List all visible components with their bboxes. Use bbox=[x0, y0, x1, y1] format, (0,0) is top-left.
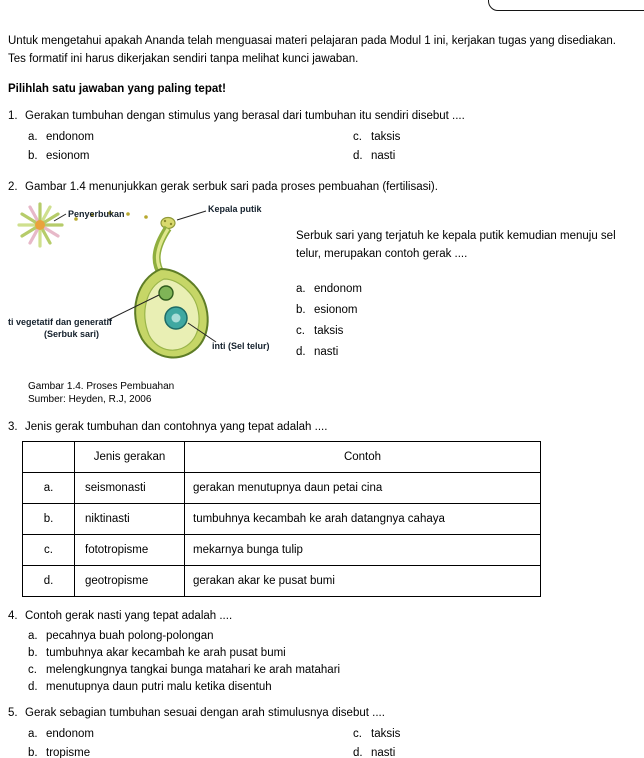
option-1b bbox=[28, 147, 353, 166]
row-contoh: mekarnya bunga tulip bbox=[185, 535, 541, 566]
option-5c bbox=[353, 725, 632, 744]
option-5b bbox=[28, 744, 353, 758]
row-contoh: gerakan menutupnya daun petai cina bbox=[185, 473, 541, 504]
option-label: d. bbox=[28, 681, 38, 693]
question-2-line bbox=[8, 179, 632, 195]
table-header-jenis: Jenis gerakan bbox=[75, 442, 185, 473]
header-tab-outline bbox=[488, 0, 644, 11]
option-label: b. bbox=[296, 304, 306, 316]
table-row-b bbox=[23, 504, 541, 535]
table-header-empty bbox=[23, 442, 75, 473]
option-label: a. bbox=[28, 630, 38, 642]
question-number: 4. bbox=[8, 610, 18, 622]
option-4b bbox=[28, 645, 632, 662]
option-text: endonom bbox=[46, 131, 94, 143]
gerak-tumbuhan-table bbox=[22, 441, 541, 597]
option-label: d. bbox=[296, 346, 306, 358]
table-row-c bbox=[23, 535, 541, 566]
table-header-row bbox=[23, 442, 541, 473]
option-label: b. bbox=[28, 150, 38, 162]
option-label: a. bbox=[28, 131, 38, 143]
question-text: Gerakan tumbuhan dengan stimulus yang berasal dari tumbuhan itu sendiri disebut .... bbox=[25, 110, 465, 122]
option-text: tumbuhnya akar kecambah ke arah pusat bumi bbox=[46, 647, 286, 659]
option-2a bbox=[296, 279, 632, 300]
question-2-options bbox=[296, 279, 632, 363]
flower-icon bbox=[19, 204, 62, 246]
figure-caption-block bbox=[8, 380, 296, 406]
row-label: d. bbox=[23, 566, 75, 597]
option-label: a. bbox=[28, 728, 38, 740]
question-4-line bbox=[8, 608, 632, 624]
row-label: a. bbox=[23, 473, 75, 504]
figure-caption: Gambar 1.4. Proses Pembuahan bbox=[28, 381, 175, 392]
option-text: taksis bbox=[314, 325, 344, 337]
row-jenis: niktinasti bbox=[75, 504, 185, 535]
option-text: esionom bbox=[46, 150, 90, 162]
figure-column bbox=[8, 201, 296, 406]
label-penyerbukan: Penyerbukan bbox=[68, 209, 125, 219]
question-number: 2. bbox=[8, 181, 18, 193]
question-5-line bbox=[8, 705, 632, 721]
option-text: nasti bbox=[371, 150, 396, 162]
table-row-a bbox=[23, 473, 541, 504]
question-3 bbox=[8, 419, 632, 597]
option-text: melengkungnya tangkai bunga matahari ke arah matahari bbox=[46, 664, 341, 676]
question-2-body bbox=[8, 201, 632, 406]
option-2b bbox=[296, 300, 632, 321]
option-label: d. bbox=[353, 150, 363, 162]
question-text: Contoh gerak nasti yang tepat adalah .... bbox=[25, 610, 233, 622]
question-text: Gerak sebagian tumbuhan sesuai dengan arah stimulusnya disebut .... bbox=[25, 707, 385, 719]
figure-source: Sumber: Heyden, R.J, 2006 bbox=[28, 394, 152, 405]
instruction-heading: Pilihlah satu jawaban yang paling tepat! bbox=[8, 83, 226, 95]
row-jenis: geotropisme bbox=[75, 566, 185, 597]
stigma-shape bbox=[161, 218, 175, 229]
row-contoh: tumbuhnya kecambah ke arah datangnya cahaya bbox=[185, 504, 541, 535]
question-number: 1. bbox=[8, 110, 18, 122]
option-1d bbox=[353, 147, 632, 166]
question-1-options bbox=[28, 128, 632, 166]
option-4d bbox=[28, 679, 632, 696]
option-2d bbox=[296, 342, 632, 363]
table-row-d bbox=[23, 566, 541, 597]
generative-nuclei-shape bbox=[159, 286, 173, 300]
question-text: Jenis gerak tumbuhan dan contohnya yang tepat adalah .... bbox=[25, 421, 328, 433]
intro-paragraph: Untuk mengetahui apakah Ananda telah menguasai materi pelajaran pada Modul 1 ini, kerjakan tugas yang disediakan. Tes formatif ini harus dikerjakan sendiri tanpa melihat kunci jawaban. bbox=[8, 35, 616, 65]
option-label: c. bbox=[296, 325, 305, 337]
question-2-right-column bbox=[296, 201, 632, 406]
question-1 bbox=[8, 108, 632, 166]
option-label: c. bbox=[28, 664, 37, 676]
question-5 bbox=[8, 705, 632, 758]
option-5d bbox=[353, 744, 632, 758]
option-text: menutupnya daun putri malu ketika disentuh bbox=[46, 681, 272, 693]
question-text: Gambar 1.4 menunjukkan gerak serbuk sari pada proses pembuahan (fertilisasi). bbox=[25, 181, 438, 193]
option-label: b. bbox=[28, 647, 38, 659]
ovary-shape bbox=[135, 269, 208, 357]
table-header-contoh: Contoh bbox=[185, 442, 541, 473]
option-text: endonom bbox=[46, 728, 94, 740]
question-2-side-text: Serbuk sari yang terjatuh ke kepala putik kemudian menuju sel telur, merupakan contoh gerak .... bbox=[296, 230, 616, 260]
option-text: nasti bbox=[314, 346, 339, 358]
flower-fertilization-diagram bbox=[8, 201, 290, 376]
label-kepala-putik: Kepala putik bbox=[208, 204, 262, 214]
option-text: pecahnya buah polong-polongan bbox=[46, 630, 214, 642]
row-contoh: gerakan akar ke pusat bumi bbox=[185, 566, 541, 597]
option-text: taksis bbox=[371, 131, 401, 143]
option-5a bbox=[28, 725, 353, 744]
option-1a bbox=[28, 128, 353, 147]
option-1c bbox=[353, 128, 632, 147]
label-inti-sel-telur: inti (Sel telur) bbox=[212, 341, 270, 351]
question-5-options bbox=[28, 725, 632, 758]
row-jenis: seismonasti bbox=[75, 473, 185, 504]
row-label: c. bbox=[23, 535, 75, 566]
style-tube-shape bbox=[157, 228, 168, 275]
option-text: taksis bbox=[371, 728, 401, 740]
option-label: b. bbox=[28, 747, 38, 758]
egg-cell-nucleus bbox=[172, 314, 181, 323]
question-4 bbox=[8, 608, 632, 696]
question-3-line bbox=[8, 419, 632, 435]
label-serbuk-sari-line2: (Serbuk sari) bbox=[44, 329, 100, 339]
option-2c bbox=[296, 321, 632, 342]
option-label: c. bbox=[353, 728, 362, 740]
row-label: b. bbox=[23, 504, 75, 535]
question-1-line bbox=[8, 108, 632, 124]
option-label: c. bbox=[353, 131, 362, 143]
option-label: d. bbox=[353, 747, 363, 758]
option-label: a. bbox=[296, 283, 306, 295]
question-number: 5. bbox=[8, 707, 18, 719]
question-2 bbox=[8, 179, 632, 406]
option-4c bbox=[28, 662, 632, 679]
option-text: esionom bbox=[314, 304, 358, 316]
option-4a bbox=[28, 628, 632, 645]
label-serbuk-sari-line1: ti vegetatif dan generatif bbox=[8, 317, 113, 327]
option-text: endonom bbox=[314, 283, 362, 295]
option-text: tropisme bbox=[46, 747, 91, 758]
question-4-options bbox=[28, 628, 632, 696]
row-jenis: fototropisme bbox=[75, 535, 185, 566]
option-text: nasti bbox=[371, 747, 396, 758]
question-number: 3. bbox=[8, 421, 18, 433]
